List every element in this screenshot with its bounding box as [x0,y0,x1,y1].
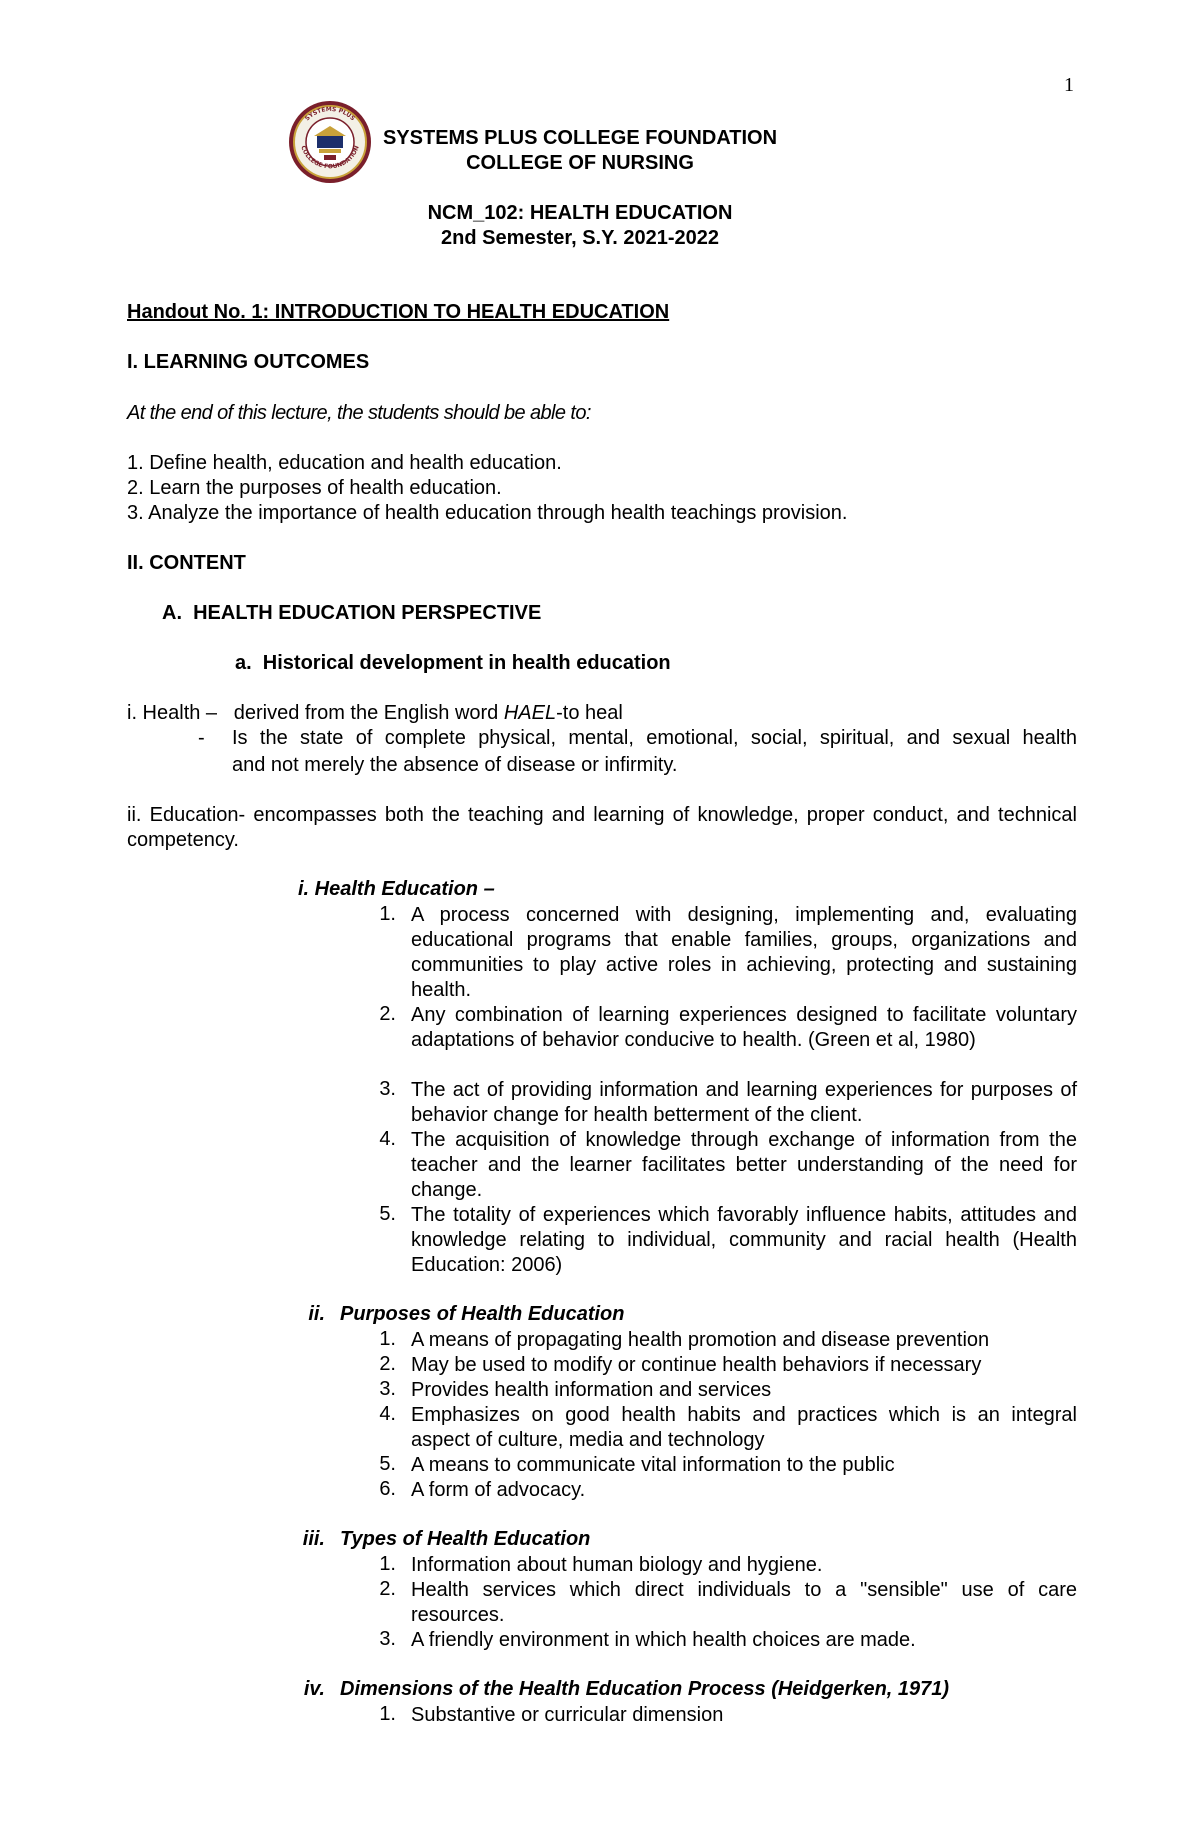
list-number: 3. [379,1628,396,1650]
institution-name: SYSTEMS PLUS COLLEGE FOUNDATION [382,127,778,149]
learning-outcome-item: 1. Define health, education and health education. [127,452,562,474]
type-item: A friendly environment in which health choices are made. [411,1629,916,1651]
list-number: 2. [379,1578,396,1600]
semester: 2nd Semester, S.Y. 2021-2022 [441,227,719,249]
dimension-item: Substantive or curricular dimension [411,1704,724,1726]
purpose-item: A means to communicate vital information to the public [411,1454,895,1476]
type-item: Information about human biology and hygiene. [411,1554,823,1576]
subsection-a-heading: a. Historical development in health education [235,652,671,674]
content-heading: II. CONTENT [127,552,246,574]
section-a-heading: A. HEALTH EDUCATION PERSPECTIVE [162,602,542,624]
education-definition: ii. Education- encompasses both the teaching and learning of knowledge, proper conduct, and technical competency. [127,804,1077,851]
purpose-item: Provides health information and services [411,1379,772,1401]
list-number: 1. [379,903,396,925]
types-roman: iii. [302,1528,325,1550]
health-definition-suffix: -to heal [556,702,623,724]
health-definition-dash: - [198,727,205,749]
list-number: 2. [379,1003,396,1025]
health-definition-line1: Is the state of complete physical, mental, emotional, social, spiritual, and sexual health [232,727,1077,749]
health-education-item: A process concerned with designing, implementing and, evaluating educational programs that enable families, groups, organizations and communities to play active roles in achieving, protecting and sustaining health. [411,904,1077,1001]
svg-text:COLLEGE FOUNDATION: COLLEGE FOUNDATION [299,144,361,171]
purposes-title: Purposes of Health Education [340,1303,625,1325]
list-number: 3. [379,1078,396,1100]
type-item: Health services which direct individuals to a "sensible" use of care resources. [411,1579,1077,1626]
list-number: 4. [379,1128,396,1150]
health-education-item: The act of providing information and learning experiences for purposes of behavior change for health betterment of the client. [411,1079,1077,1126]
list-number: 5. [379,1453,396,1475]
health-definition-line2: and not merely the absence of disease or infirmity. [232,754,678,776]
learning-outcome-item: 3. Analyze the importance of health education through health teachings provision. [127,502,848,524]
purpose-item: Emphasizes on good health habits and practices which is an integral aspect of culture, media and technology [411,1404,1077,1451]
purposes-roman: ii. [308,1303,325,1325]
learning-outcomes-intro: At the end of this lecture, the students should be able to: [127,402,591,424]
health-education-item: The totality of experiences which favorably influence habits, attitudes and knowledge relating to individual, community and racial health (Health Education: 2006) [411,1204,1077,1276]
list-number: 1. [379,1553,396,1575]
page-number: 1 [1064,74,1074,96]
purpose-item: A form of advocacy. [411,1479,586,1501]
svg-text:SYSTEMS PLUS: SYSTEMS PLUS [303,105,357,123]
dimensions-roman: iv. [303,1678,325,1700]
list-number: 1. [379,1328,396,1350]
health-definition [127,702,623,725]
purpose-item: A means of propagating health promotion and disease prevention [411,1329,990,1351]
list-number: 1. [379,1703,396,1725]
purpose-item: May be used to modify or continue health behaviors if necessary [411,1354,982,1376]
list-number: 4. [379,1403,396,1425]
list-number: 3. [379,1378,396,1400]
health-education-item: Any combination of learning experiences designed to facilitate voluntary adaptations of behavior conducive to health. (Green et al, 1980) [411,1004,1077,1051]
learning-outcomes-heading: I. LEARNING OUTCOMES [127,351,370,373]
dimensions-title: Dimensions of the Health Education Process (Heidgerken, 1971) [340,1678,950,1700]
learning-outcome-item: 2. Learn the purposes of health education. [127,477,502,499]
course-title: NCM_102: HEALTH EDUCATION [427,202,733,224]
handout-title: Handout No. 1: INTRODUCTION TO HEALTH EDUCATION [127,301,670,323]
health-definition-prefix: i. Health – derived from the English word [127,702,504,724]
list-number: 2. [379,1353,396,1375]
types-title: Types of Health Education [340,1528,591,1550]
health-education-title: i. Health Education – [298,878,495,900]
health-education-item: The acquisition of knowledge through exchange of information from the teacher and the learner facilitates better understanding of the need for change. [411,1129,1077,1201]
college-name: COLLEGE OF NURSING [466,152,694,174]
list-number: 5. [379,1203,396,1225]
list-number: 6. [379,1478,396,1500]
health-definition-word: HAEL [503,702,557,724]
